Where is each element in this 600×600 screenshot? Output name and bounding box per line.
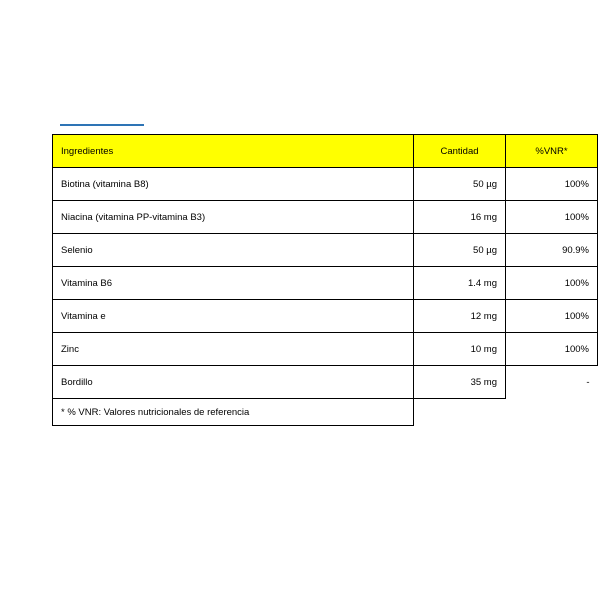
- table-header-row: [53, 135, 598, 168]
- cell-amount: 10 mg: [414, 333, 506, 366]
- cell-ingredient: Niacina (vitamina PP-vitamina B3): [53, 201, 414, 234]
- cell-vnr: 100%: [506, 168, 598, 201]
- cell-vnr: 100%: [506, 267, 598, 300]
- table-row: [53, 267, 598, 300]
- cell-vnr: -: [586, 376, 590, 388]
- cell-ingredient: Selenio: [53, 234, 414, 267]
- cell-ingredient: Biotina (vitamina B8): [53, 168, 414, 201]
- cell-amount: 50 µg: [414, 234, 506, 267]
- table-row: [53, 234, 598, 267]
- cell-amount: 12 mg: [414, 300, 506, 333]
- cell-vnr: 100%: [506, 201, 598, 234]
- cell-amount: 16 mg: [414, 201, 506, 234]
- table-body: [53, 168, 598, 426]
- column-header-amount: Cantidad: [414, 135, 506, 168]
- cell-vnr: 100%: [506, 333, 598, 366]
- cell-amount: 1.4 mg: [414, 267, 506, 300]
- table-header: [53, 135, 598, 168]
- cell-amount: 50 µg: [414, 168, 506, 201]
- table-row: [53, 201, 598, 234]
- footnote-spacer: [506, 399, 598, 426]
- table-row: [53, 168, 598, 201]
- cell-ingredient: Zinc: [53, 333, 414, 366]
- accent-rule: [60, 124, 144, 126]
- column-header-vnr: %VNR*: [506, 135, 598, 168]
- cell-vnr: 100%: [506, 300, 598, 333]
- cell-vnr: 90.9%: [506, 234, 598, 267]
- table-row: [53, 366, 598, 399]
- nutrition-table-container: [52, 134, 590, 426]
- table-row: [53, 300, 598, 333]
- table-footnote-row: [53, 399, 598, 426]
- footnote-text: * % VNR: Valores nutricionales de referencia: [53, 399, 414, 426]
- table-row: [53, 333, 598, 366]
- footnote-spacer: [414, 399, 506, 426]
- cell-ingredient: Bordillo: [53, 366, 414, 399]
- column-header-ingredients: Ingredientes: [53, 135, 414, 168]
- cell-amount: 35 mg: [414, 366, 506, 399]
- cell-ingredient: Vitamina B6: [53, 267, 414, 300]
- cell-ingredient: Vitamina e: [53, 300, 414, 333]
- nutrition-table: [52, 134, 598, 426]
